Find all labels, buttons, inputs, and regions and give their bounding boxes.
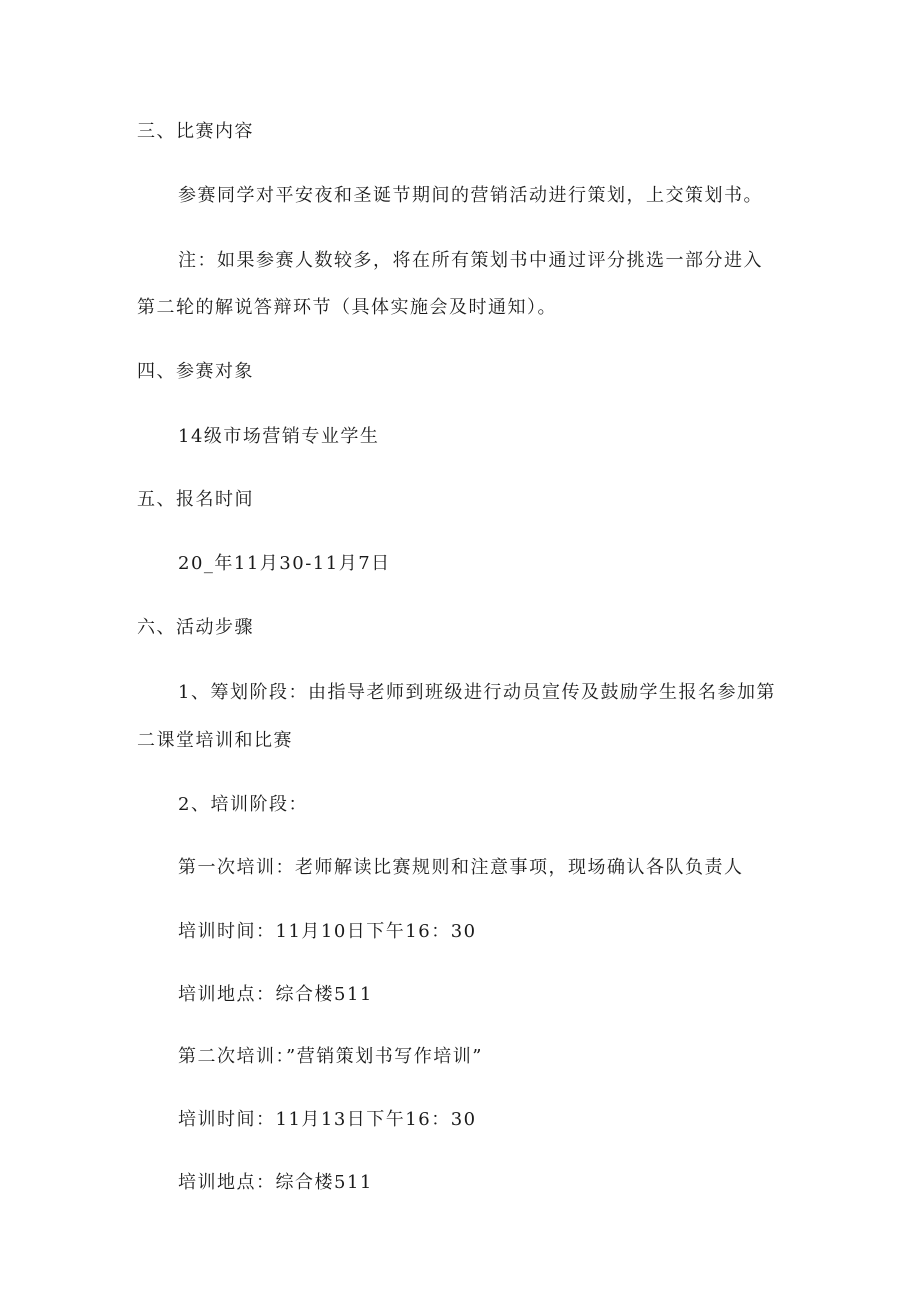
section-heading-registration-time: 五、报名时间	[137, 489, 254, 510]
paragraph-content-description: 参赛同学对平安夜和圣诞节期间的营销活动进行策划，上交策划书。	[178, 185, 763, 206]
section-heading-activity-steps: 六、活动步骤	[137, 617, 254, 638]
paragraph-training-2-location: 培训地点：综合楼511	[178, 1172, 373, 1193]
paragraph-step-2: 2、培训阶段：	[178, 794, 308, 815]
paragraph-step-1-line-2: 二课堂培训和比赛	[137, 730, 293, 751]
paragraph-note-line-1: 注：如果参赛人数较多，将在所有策划书中通过评分挑选一部分进入	[178, 250, 763, 271]
paragraph-step-1-line-1: 1、筹划阶段：由指导老师到班级进行动员宣传及鼓励学生报名参加第	[178, 682, 776, 703]
section-heading-content: 三、比赛内容	[137, 121, 254, 142]
paragraph-training-1: 第一次培训：老师解读比赛规则和注意事项，现场确认各队负责人	[178, 857, 744, 878]
paragraph-training-2: 第二次培训：”营销策划书写作培训”	[178, 1046, 483, 1067]
paragraph-registration-time: 20_年11月30-11月7日	[178, 553, 391, 574]
paragraph-training-2-time: 培训时间：11月13日下午16：30	[178, 1109, 477, 1130]
paragraph-participants: 14级市场营销专业学生	[178, 426, 380, 447]
paragraph-training-1-time: 培训时间：11月10日下午16：30	[178, 921, 477, 942]
paragraph-note-line-2: 第二轮的解说答辩环节（具体实施会及时通知）。	[137, 297, 557, 318]
section-heading-participants: 四、参赛对象	[137, 361, 254, 382]
paragraph-training-1-location: 培训地点：综合楼511	[178, 984, 373, 1005]
